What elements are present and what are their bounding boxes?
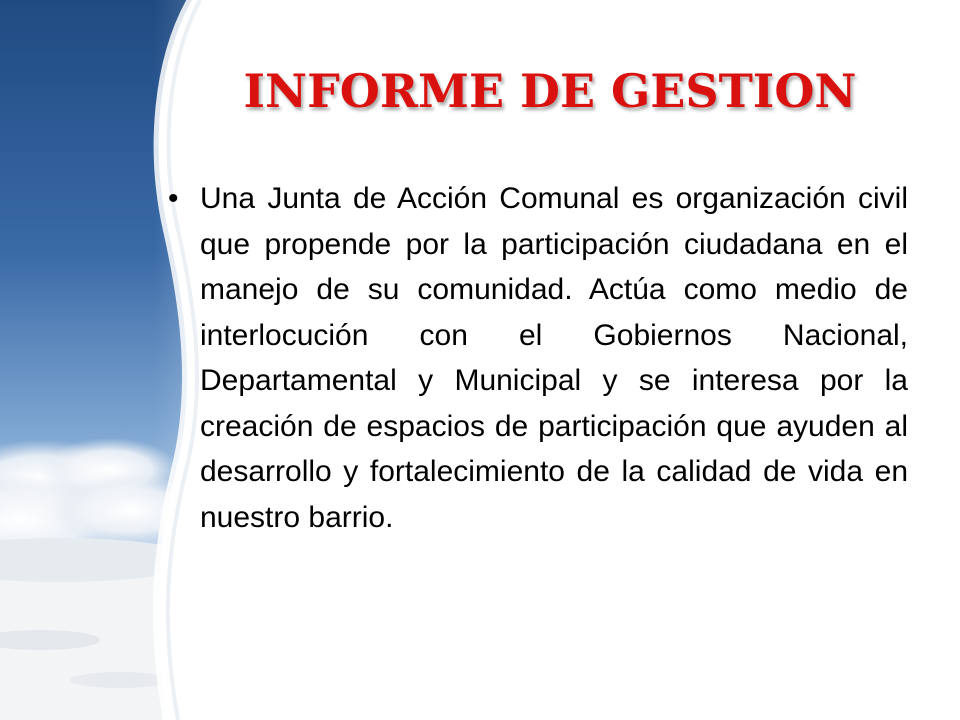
bullet-text: Una Junta de Acción Comunal es organización civil que propende por la participación ciudadana en el manejo de su comunidad. Actúa como medio de interlocución con el Gobiernos Nacional, Departamental y Municipal y se interesa por la creación de espacios de participación que ayuden al desarrollo y fortalecimiento de la calidad de vida en nuestro barrio. (200, 182, 908, 534)
bullet-marker: • (168, 182, 179, 215)
slide-content (168, 176, 908, 540)
bullet-item (168, 176, 908, 540)
slide-title: INFORME DE GESTION (243, 64, 857, 118)
